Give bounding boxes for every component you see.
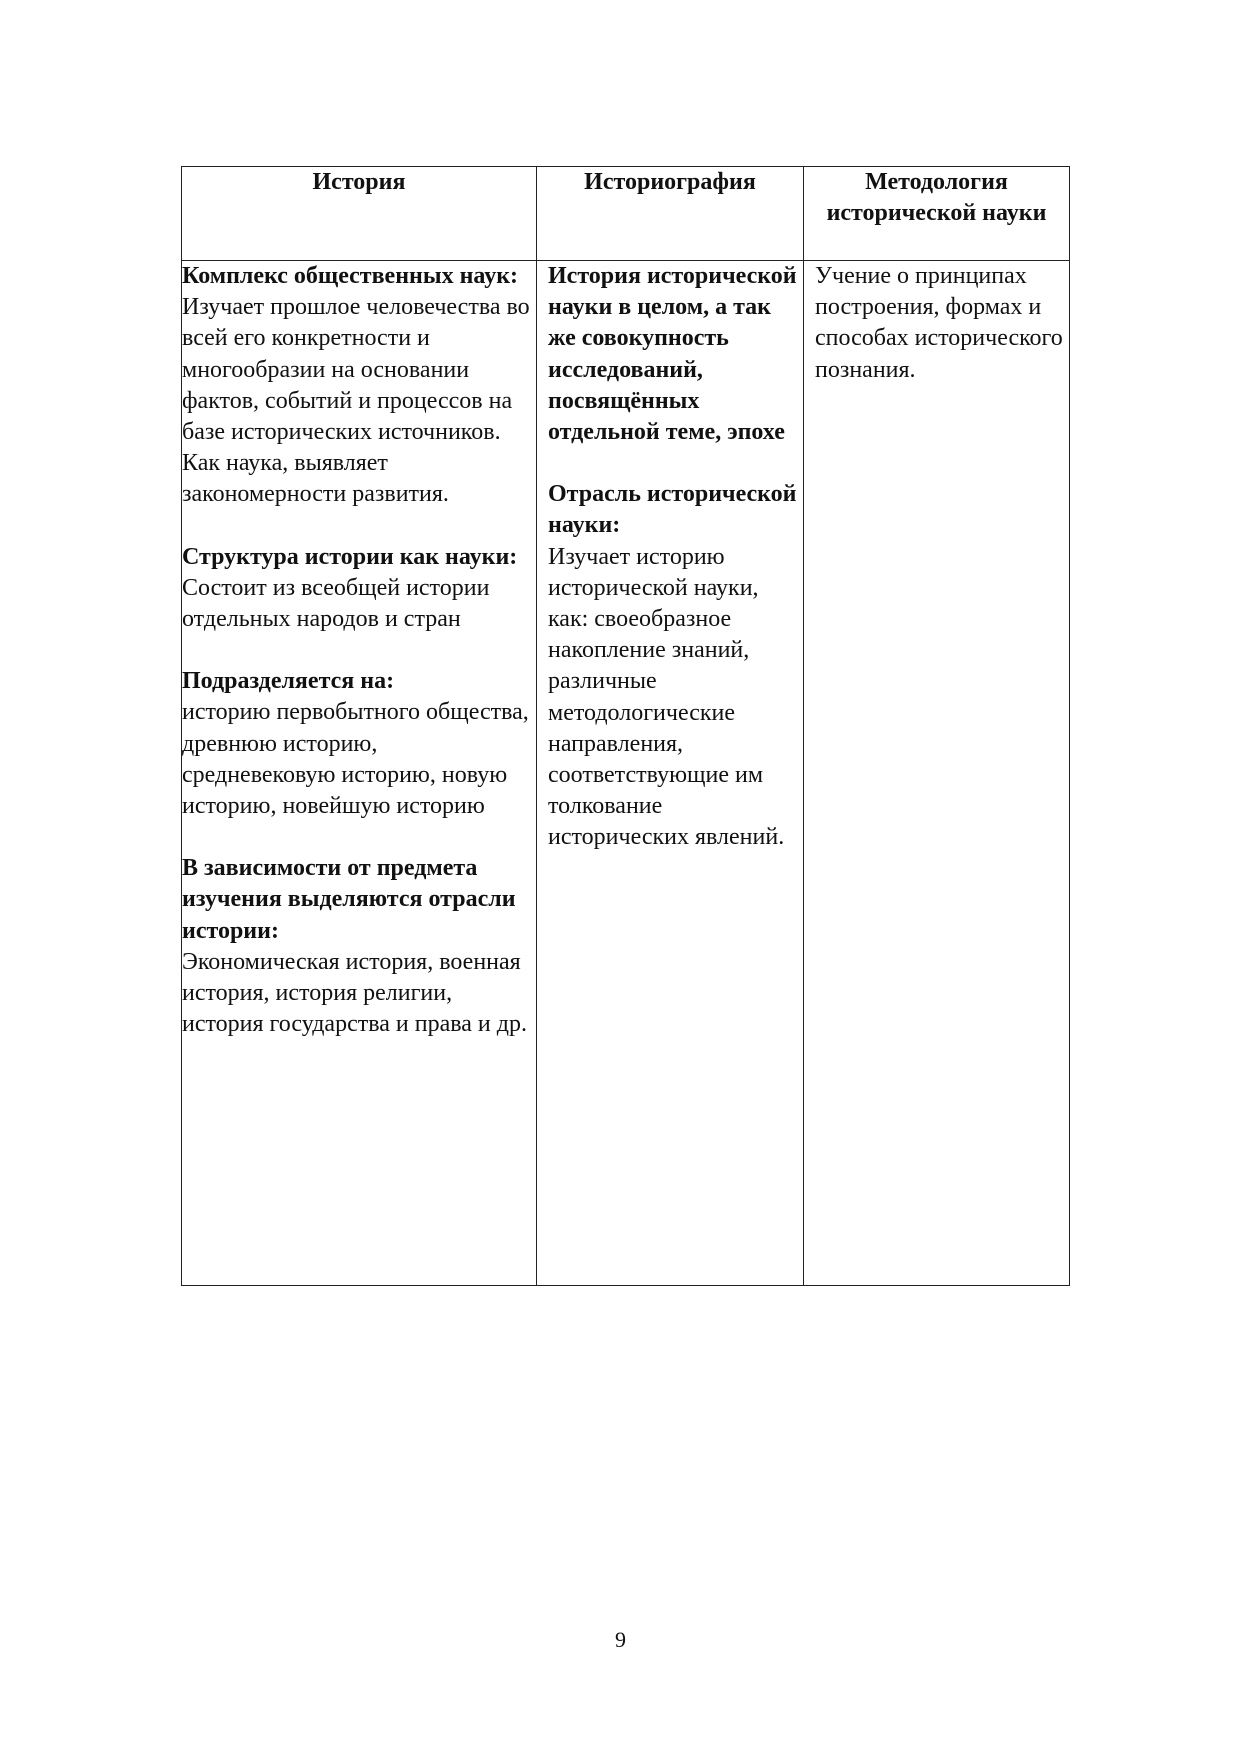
header-historiography: Историография	[537, 167, 804, 261]
header-methodology	[804, 167, 1070, 261]
historiography-section-2-text: Изучает историю исторической науки, как: своеобразное накопление знаний, различные методологические направления, соответствующие им толкование исторических явлений.	[548, 543, 785, 851]
history-section-4-text: Экономическая история, военная история, история религии, история государства и права и др.	[182, 948, 527, 1038]
header-row	[182, 167, 1070, 261]
historiography-section-2-heading: Отрасль исторической науки:	[548, 481, 797, 539]
history-section-2-heading: Структура истории как науки:	[182, 543, 518, 570]
history-section-4	[182, 853, 536, 1040]
methodology-text: Учение о принципах построения, формах и способах исторического познания.	[815, 263, 1063, 383]
history-section-1	[182, 261, 536, 511]
history-section-3-heading: Подразделяется на:	[182, 668, 395, 695]
history-section-4-heading: В зависимости от предмета изучения выделяются отрасли истории:	[182, 855, 516, 944]
header-history: История	[182, 167, 537, 261]
page-number: 9	[615, 1627, 626, 1652]
methodology-cell	[804, 261, 1070, 1286]
header-methodology-text: Методология исторической науки	[826, 169, 1047, 226]
history-section-2	[182, 542, 536, 636]
content-row	[182, 261, 1070, 1286]
history-section-3	[182, 666, 536, 822]
history-section-2-text: Состоит из всеобщей истории отдельных народов и стран	[182, 574, 490, 633]
comparison-table	[181, 166, 1070, 1286]
historiography-cell	[537, 261, 804, 1286]
history-cell	[182, 261, 537, 1286]
history-section-1-heading: Комплекс общественных наук:	[182, 263, 519, 289]
history-section-1-text: Изучает прошлое человечества во всей его конкретности и многообразии на основании фактов, событий и процессов на базе исторических источников. Как наука, выявляет закономерности развития.	[182, 294, 530, 508]
history-section-3-text: историю первобытного общества, древнюю историю, средневековую историю, новую историю, новейшую историю	[182, 699, 529, 820]
historiography-section-1	[548, 261, 803, 448]
historiography-section-2	[548, 479, 803, 853]
historiography-section-1-heading: История исторической науки в целом, а так же совокупность исследований, посвящённых отдельной теме, эпохе	[548, 263, 797, 446]
